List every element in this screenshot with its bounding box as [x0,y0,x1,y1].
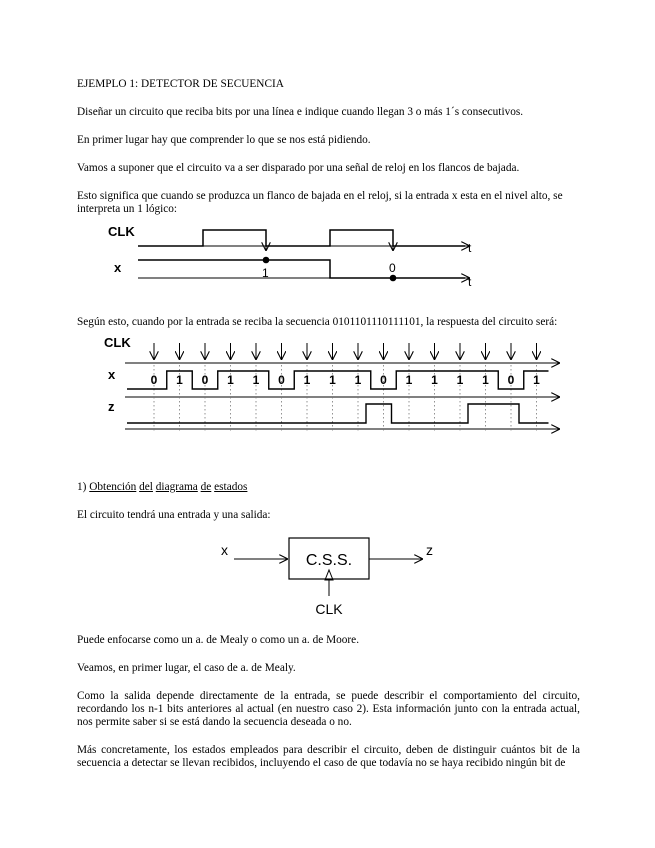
fig2-x-wave [127,371,549,389]
section-title [77,481,247,494]
fig1-t-label-1: t [468,241,472,255]
fig1-x-wave [138,260,465,278]
sequence-bit-label: 1 [227,373,234,387]
paragraph-mealy-moore: Puede enfocarse como un a. de Mealy o como un a. de Moore. [77,634,360,646]
paragraph-states: Más concretamente, los estados empleados para describir el circuito, deben de distinguir cuántos bit de la secuencia a detectar se llevan recibidos, incluyendo el caso de que todavía no se haya recibido ningún bit de [77,744,580,769]
fig1-x-label: x [114,260,122,275]
section-number: 1) [77,481,87,493]
section-word: estados [214,481,248,493]
fig2-z-wave [127,404,549,423]
sequence-bit-label: 1 [354,373,362,387]
sequence-bit-label: 0 [278,373,285,387]
fig1-sample-dot-2 [390,275,397,282]
clock-label: CLK [315,601,343,617]
paragraph-mealy-first: Veamos, en primer lugar, el caso de a. de Mealy. [77,662,296,674]
css-block [289,538,369,579]
fig2-z-label: z [108,399,115,414]
paragraph-meaning: Esto significa que cuando se produzca un flanco de bajada en el reloj, si la entrada x esta en el nivel alto, se interpreta un 1 lógico: [77,190,563,215]
fig2-x-label: x [108,367,116,382]
sequence-bit-label: 1 [303,373,311,387]
fig2-clk-label: CLK [104,335,131,350]
section-word: de [200,481,212,493]
sequence-bit-label: 1 [533,373,540,387]
sequence-bit-label: 0 [201,373,209,387]
section-word: diagrama [155,481,198,493]
sequence-bit-label: 1 [252,373,260,387]
fig1-t-label-2: t [468,275,472,289]
sequence-bit-label: 1 [405,373,413,387]
fig1-sample-value-1: 1 [262,266,269,280]
sequence-bit-label: 1 [431,373,438,387]
sequence-bit-label: 1 [329,373,336,387]
output-z-label: z [426,542,433,558]
sequence-bit-label: 0 [507,373,515,387]
paragraph-problem: Diseñar un circuito que reciba bits por una línea e indique cuando llegan 3 o más 1´s consecutivos. [77,106,524,118]
heading: EJEMPLO 1: DETECTOR DE SECUENCIA [77,78,284,90]
css-block-label: C.S.S. [305,552,353,569]
fig1-clk-wave [138,230,465,246]
sequence-bit-label: 1 [176,373,183,387]
paragraph-description: Como la salida depende directamente de la entrada, se puede describir el comportamiento del circuito, recordando los n-1 bits anteriores al actual (en nuestro caso 2). Esta información junto con la entrada actual, nos permite saber si se está dando la secuencia deseada o no. [77,690,580,728]
clock-triangle-icon [325,570,333,580]
paragraph-clock: Vamos a suponer que el circuito va a ser disparado por una señal de reloj en los flancos de bajada. [77,162,520,174]
section-word: Obtención [89,481,137,493]
sequence-bit-label: 1 [482,373,489,387]
paragraph-sequence: Según esto, cuando por la entrada se reciba la secuencia 0101101110111101, la respuesta del circuito será: [77,316,558,328]
sequence-bit-label: 0 [150,373,158,387]
fig1-sample-value-2: 0 [389,261,396,275]
paragraph-intro: En primer lugar hay que comprender lo que se nos está pidiendo. [77,134,371,146]
input-x-label: x [221,542,228,558]
paragraph-io: El circuito tendrá una entrada y una salida: [77,509,271,521]
section-word: del [139,481,153,493]
fig1-sample-dot-1 [263,257,270,264]
sequence-bit-label: 1 [456,373,464,387]
sequence-bit-label: 0 [380,373,387,387]
fig1-clk-label: CLK [108,224,135,239]
